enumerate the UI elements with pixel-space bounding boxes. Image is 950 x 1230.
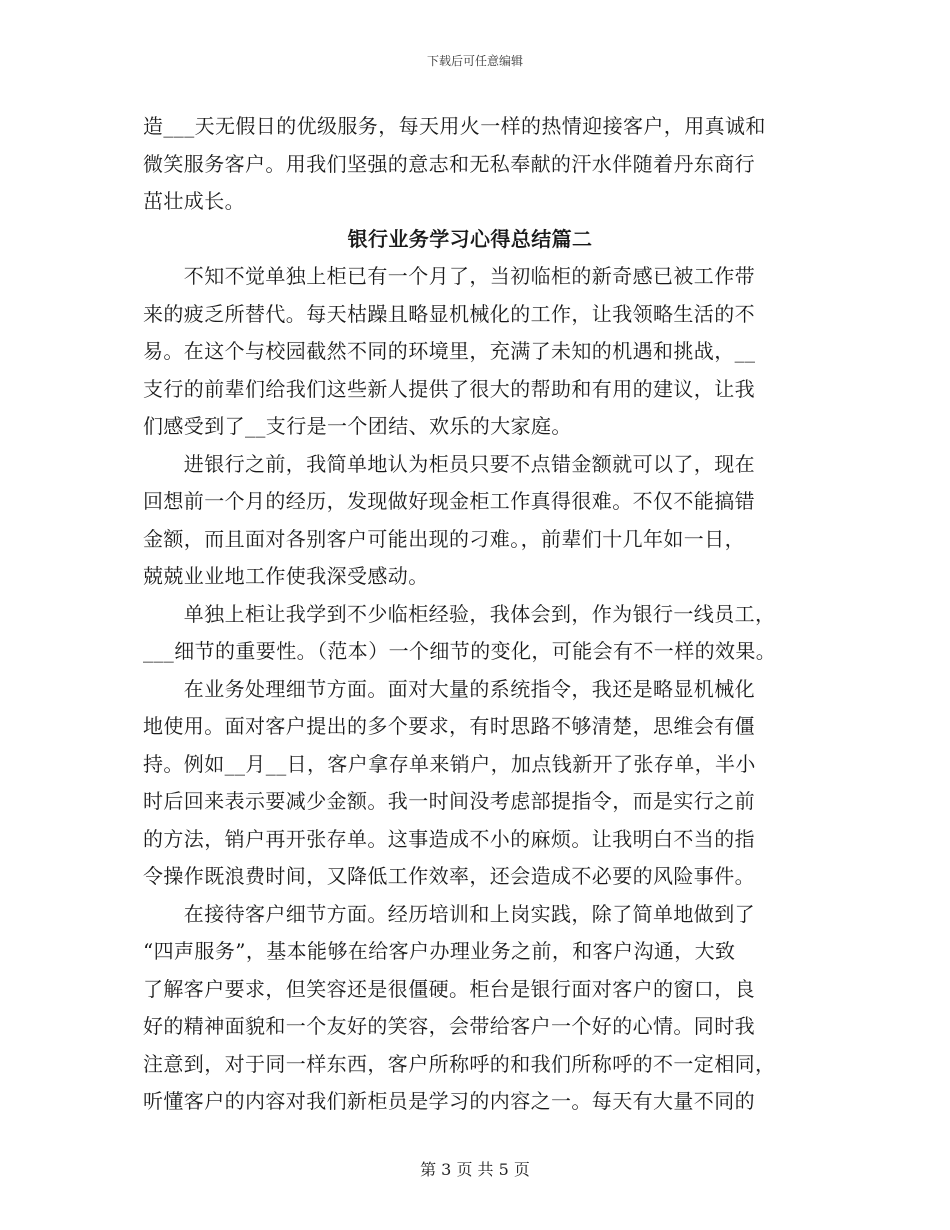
text-line: 好的精神面貌和一个友好的笑容，会带给客户一个好的心情。同时我 bbox=[143, 1014, 755, 1038]
text-line: ___细节的重要性。（范本）一个细节的变化，可能会有不一样的效果。 bbox=[143, 639, 777, 663]
text-line: 微笑服务客户。用我们坚强的意志和无私奉献的汗水伴随着丹东商行 bbox=[143, 151, 755, 176]
text-line: 来的疲乏所替代。每天枯躁且略显机械化的工作，让我领略生活的不 bbox=[143, 301, 755, 326]
text-line: 听懂客户的内容对我们新柜员是学习的内容之一。每天有大量不同的 bbox=[143, 1089, 755, 1113]
text-line: 注意到，对于同一样东西，客户所称呼的和我们所称呼的不一定相同， bbox=[143, 1051, 776, 1076]
text-line: 单独上柜让我学到不少临柜经验，我体会到，作为银行一线员工， bbox=[143, 601, 776, 626]
page-footer: 第 3 页 共 5 页 bbox=[420, 1160, 530, 1179]
text-line: 不知不觉单独上柜已有一个月了，当初临柜的新奇感已被工作带 bbox=[143, 264, 755, 288]
text-line: 支行的前辈们给我们这些新人提供了很大的帮助和有用的建议，让我 bbox=[143, 376, 755, 401]
text-line: 们感受到了__支行是一个团结、欢乐的大家庭。 bbox=[143, 414, 572, 438]
text-line: 金额，而且面对各别客户可能出现的刁难。，前辈们十几年如一日， bbox=[143, 526, 745, 551]
document-body bbox=[143, 108, 823, 1121]
text-line: 了解客户要求，但笑容还是很僵硬。柜台是银行面对客户的窗口，良 bbox=[143, 976, 755, 1001]
text-line: 在业务处理细节方面。面对大量的系统指令，我还是略显机械化 bbox=[143, 676, 755, 701]
text-line: 持。例如__月__日，客户拿存单来销户，加点钱新开了张存单，半小 bbox=[143, 751, 756, 776]
section-title: 银行业务学习心得总结篇二 bbox=[347, 226, 593, 251]
text-line: 茁壮成长。 bbox=[143, 189, 245, 213]
text-line: “四声服务”，基本能够在给客户办理业务之前，和客户沟通，大致 bbox=[143, 939, 736, 963]
page-header: 下载后可任意编辑 bbox=[426, 54, 523, 68]
text-line: 造___天无假日的优级服务，每天用火一样的热情迎接客户，用真诚和 bbox=[143, 114, 766, 138]
text-line: 进银行之前，我简单地认为柜员只要不点错金额就可以了，现在 bbox=[143, 451, 755, 476]
text-line: 回想前一个月的经历，发现做好现金柜工作真得很难。不仅不能搞错 bbox=[143, 489, 755, 513]
text-line: 易。在这个与校园截然不同的环境里，充满了未知的机遇和挑战，__ bbox=[143, 339, 756, 363]
text-line: 兢兢业业地工作使我深受感动。 bbox=[143, 564, 429, 588]
text-line: 在接待客户细节方面。经历培训和上岗实践，除了简单地做到了 bbox=[143, 901, 755, 926]
text-line: 地使用。面对客户提出的多个要求，有时思路不够清楚，思维会有僵 bbox=[143, 714, 755, 738]
text-line: 时后回来表示要减少金额。我一时间没考虑部提指令，而是实行之前 bbox=[143, 789, 755, 813]
text-line: 令操作既浪费时间，又降低工作效率，还会造成不必要的风险事件。 bbox=[143, 864, 755, 888]
text-line: 的方法，销户再开张存单。这事造成不小的麻烦。让我明白不当的指 bbox=[143, 826, 755, 851]
